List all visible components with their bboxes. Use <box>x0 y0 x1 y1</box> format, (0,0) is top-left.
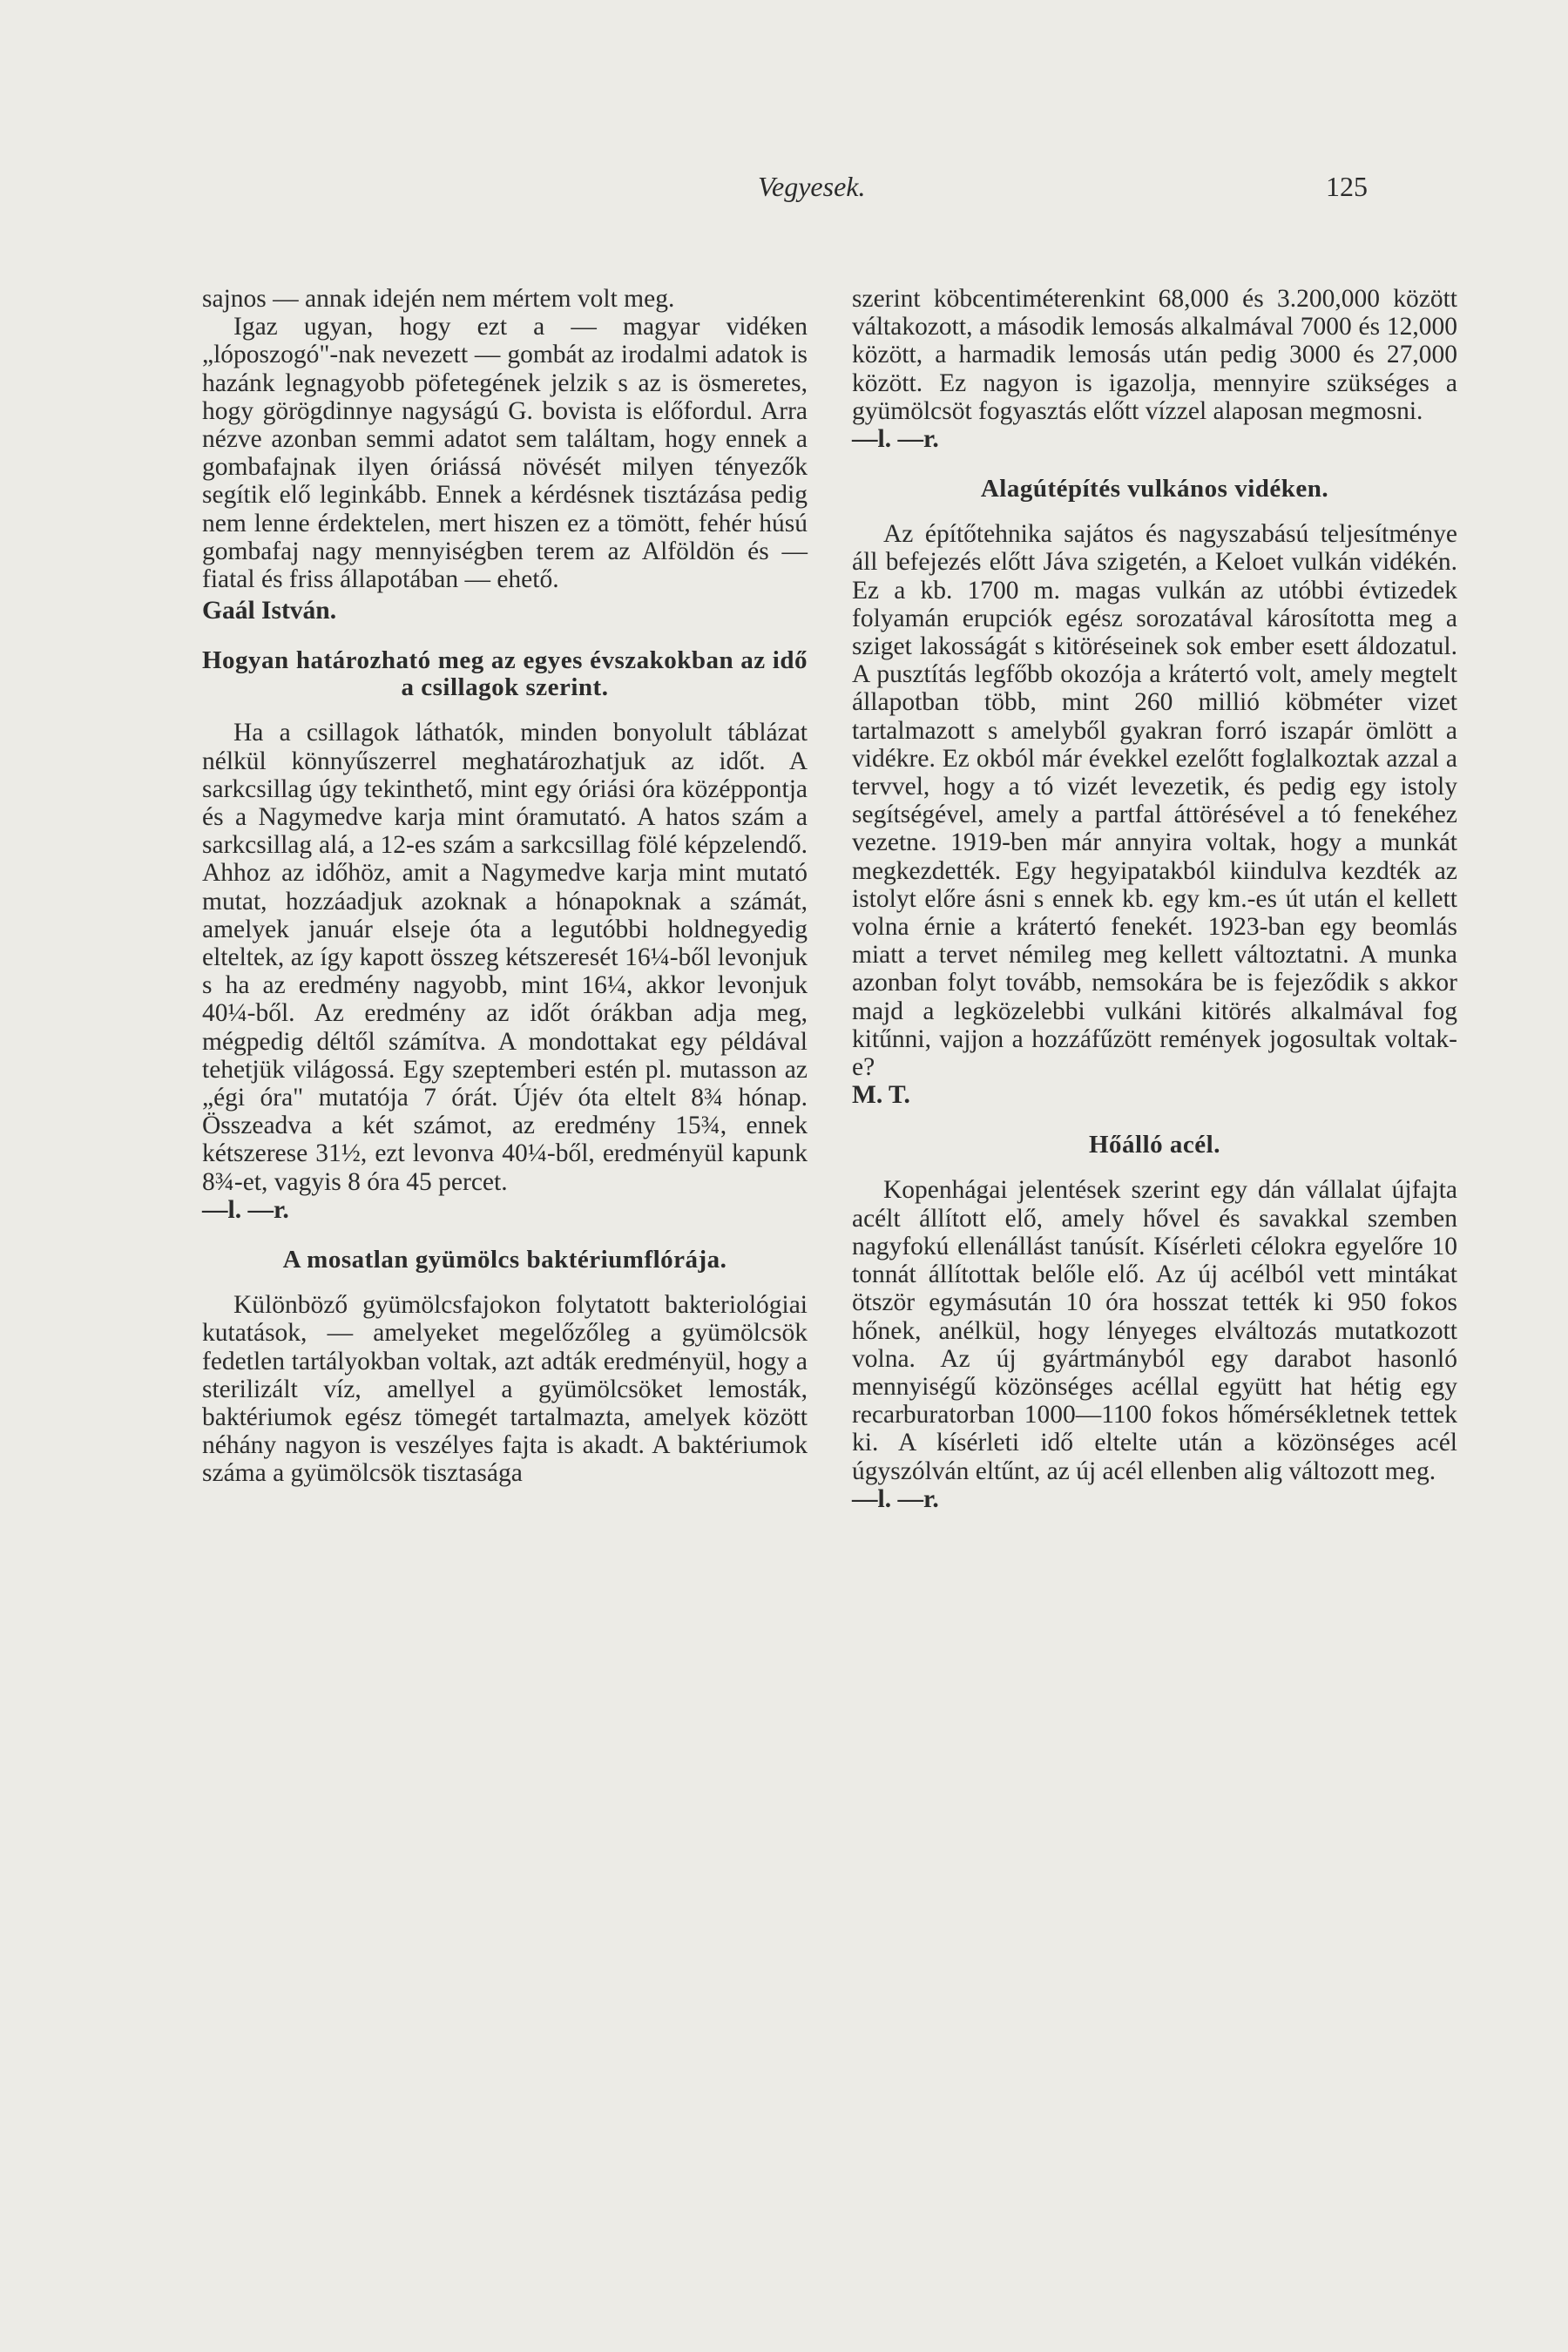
article-heading: Alagútépítés vulkános vidéken. <box>980 475 1329 504</box>
article-heading: Hőálló acél. <box>1089 1131 1220 1159</box>
author-signature: —l. —r. <box>852 1484 939 1513</box>
running-header <box>758 171 1368 214</box>
paragraph: Ha a csillagok láthatók, minden bonyolult táblázat nélkül könnyűszerrel meghatározhatjuk az időt. A sarkcsillag úgy tekinthető, mint egy óriási óra középpontja és a Nagymedve karja mint óramutató. A hatos szám a sarkcsillag alá, a 12-es szám a sarkcsillag fölé képzelendő. Ahhoz az időhöz, amit a Nagymedve karja mint mutató mutat, hozzáadjuk azoknak a hónapoknak a számát, amelyek január elseje óta a legutóbbi holdnegyedig elteltek, az így kapott összeg kétszeresét 16¼-ből levonjuk s ha az eredmény nagyobb, mint 16¼, akkor levonjuk 40¼-ből. Az eredmény az időt órákban adja meg, mégpedig déltől számítva. A mondottakat egy példával tehetjük világossá. Egy szeptemberi estén pl. mutasson az „égi óra" mutatója 7 órát. Újév óta eltelt 8¾ hónap. Összeadva a két számot, az eredmény 15¾, ennek kétszerese 31½, ezt levonva 40¼-ből, eredményül kapunk 8¾-et, vagyis 8 óra 45 percet. <box>202 719 808 1196</box>
paragraph: szerint köbcentiméterenkint 68,000 és 3.200,000 között váltakozott, a második lemosás alkalmával 7000 és 12,000 között, a harmadik lemosás után pedig 3000 és 27,000 között. Ez nagyon is igazolja, mennyire szükséges a gyümölcsöt fogyasztás előtt vízzel alaposan megmosni. <box>852 285 1457 425</box>
article-heading: Hogyan határozható meg az egyes évszakokban az idő a csillagok szerint. <box>202 646 808 702</box>
paragraph: Kopenhágai jelentések szerint egy dán vállalat újfajta acélt állított elő, amely hővel és savakkal szemben nagyfokú ellenállást tanúsít. Kísérleti célokra egyelőre 10 tonnát állítottak belőle elő. Az új acélból vett mintákat ötször egymásután 10 óra hosszat tették ki 950 fokos hőnek, anélkül, hogy lényeges elváltozás mutatkozott volna. Az új gyártmányból egy darabot hasonló mennyiségű közönséges acéllal együtt hat hétig egy recarburatorban 1000—1100 fokos hőmérsékletnek tettek ki. A kísérleti idő eltelte után a közönséges acél úgyszólván eltűnt, az új acél ellenben alig változott meg. <box>852 1176 1457 1485</box>
author-signature: —l. —r. <box>202 1195 289 1224</box>
page-number: 125 <box>1326 171 1368 202</box>
right-column <box>852 285 1457 1513</box>
paragraph: sajnos — annak idején nem mértem volt meg. <box>202 285 675 313</box>
paragraph: Különböző gyümölcsfajokon folytatott bakteriológiai kutatások, — amelyeket megelőzőleg a gyümölcsök fedetlen tartályokban voltak, azt adták eredményül, hogy a sterilizált víz, amellyel a gyümölcsöket lemosták, baktériumok egész tömegét tartalmazta, amelyek között néhány nagyon is veszélyes fajta is akadt. A baktériumok száma a gyümölcsök tisztasága <box>202 1291 808 1488</box>
author-signature: Gaál István. <box>202 597 337 625</box>
paragraph: Igaz ugyan, hogy ezt a — magyar vidéken „lóposzogó"-nak nevezett — gombát az irodalmi adatok is hazánk legnagyobb pöfetegének jelzik s az is ösmeretes, hogy görögdinnye nagyságú G. bovista is előfordul. Arra nézve azonban semmi adatot sem találtam, hogy ennek a gombafajnak ilyen óriássá növését milyen tényezők segítik elő leginkább. Ennek a kérdésnek tisztázása pedig nem lenne érdektelen, mert hiszen ez a tömött, fehér húsú gombafaj nagy mennyiségben terem az Alföldön és — fiatal és friss állapotában — ehető. <box>202 313 808 594</box>
left-column <box>202 285 808 1488</box>
section-title: Vegyesek. <box>758 171 866 202</box>
paragraph: Az építőtehnika sajátos és nagyszabású teljesítménye áll befejezés előtt Jáva szigetén, a Keloet vulkán vidékén. Ez a kb. 1700 m. magas vulkán az utóbbi évtizedek folyamán erupciók egész sorozatával károsította meg a sziget lakosságát s kitöréseinek sok ember esett áldozatul. A pusztítás legfőbb okozója a krátertó volt, amely megtelt állapotban több, mint 260 millió köbméter vizet tartalmazott s amelyből gyakran forró iszapár ömlött a vidékre. Ez okból már évekkel ezelőtt foglalkoztak azzal a tervvel, hogy a tó vizét levezetik, és pedig egy istoly segítségével, amely a partfal áttörésével a tó fenekéhez vezetne. 1919-ben már annyira voltak, hogy a munkát megkezdették. Egy hegyipatakból kiindulva kezdték az istolyt előre ásni s ennek kb. egy km.-es út után el kellett volna érnie a krátertó fenekét. 1923-ban egy beomlás miatt a tervet némileg meg kellett változtatni. A munka azonban folyt tovább, nemsokára be is fejeződik s akkor majd a legközelebbi vulkáni kitörés alkalmával fog kitűnni, vajjon a hozzáfűzött remények jogosultak voltak-e? <box>852 520 1457 1082</box>
author-signature: M. T. <box>852 1081 910 1110</box>
author-signature: —l. —r. <box>852 425 939 454</box>
article-heading: A mosatlan gyümölcs baktériumflórája. <box>282 1246 727 1274</box>
